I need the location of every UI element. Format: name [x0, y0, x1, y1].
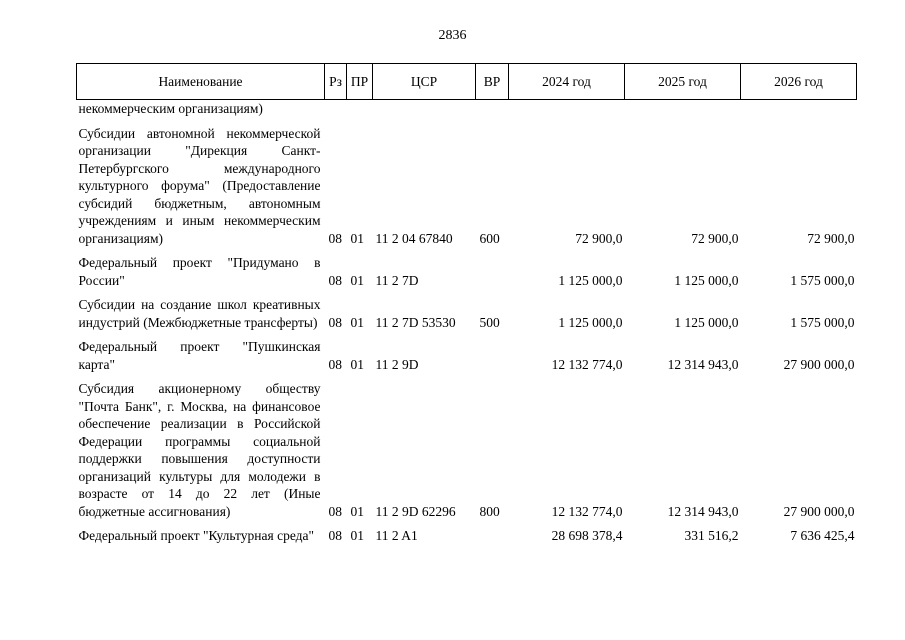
row-2026: 1 575 000,0	[790, 272, 855, 288]
row-2024	[509, 100, 625, 118]
table-row	[77, 331, 857, 373]
row-vr	[476, 520, 509, 545]
row-rz: 08	[328, 356, 342, 372]
row-name: Субсидии на создание школ креативных индустрий (Межбюджетные трансферты)	[78, 297, 321, 330]
row-csr: 11 2 7D	[375, 272, 419, 288]
row-rz	[325, 100, 347, 118]
row-vr	[476, 331, 509, 373]
row-vr	[476, 100, 509, 118]
header-csr: ЦСР	[373, 64, 476, 100]
row-2026: 7 636 425,4	[790, 528, 855, 543]
table-row	[77, 520, 857, 545]
row-2025: 331 516,2	[684, 528, 739, 543]
header-name: Наименование	[77, 64, 325, 100]
row-name: некоммерческим организациям)	[78, 101, 263, 116]
row-rz: 08	[328, 503, 342, 519]
row-rz: 08	[328, 314, 342, 330]
row-csr: 11 2 04 67840	[375, 230, 453, 246]
row-name: Субсидии автономной некоммерческой организации "Дирекция Санкт-Петербургского международного культурного форума" (Предоставление субсидий бюджетным, автономным учреждениям и иным некоммерческим организациям)	[78, 125, 321, 246]
row-name: Федеральный проект "Культурная среда"	[78, 528, 315, 543]
row-2025	[625, 100, 741, 118]
row-2025: 1 125 000,0	[674, 314, 739, 330]
row-vr	[476, 247, 509, 289]
table-row	[77, 100, 857, 118]
table-row	[77, 373, 857, 520]
row-pr	[347, 100, 373, 118]
row-vr: 600	[479, 230, 500, 246]
row-pr: 01	[350, 503, 364, 519]
header-2026: 2026 год	[741, 64, 857, 100]
row-vr: 800	[479, 503, 500, 519]
row-2024: 12 132 774,0	[551, 356, 623, 372]
row-csr: 11 2 9D	[375, 356, 419, 372]
row-2026: 1 575 000,0	[790, 314, 855, 330]
row-2025: 1 125 000,0	[674, 272, 739, 288]
table-row	[77, 247, 857, 289]
header-vr: ВР	[476, 64, 509, 100]
row-pr: 01	[350, 356, 364, 372]
row-name: Федеральный проект "Пушкинская карта"	[78, 339, 321, 372]
row-2025: 12 314 943,0	[667, 356, 739, 372]
header-rz: Рз	[325, 64, 347, 100]
table-row	[77, 118, 857, 248]
table-row	[77, 289, 857, 331]
row-rz: 08	[328, 272, 342, 288]
row-name: Федеральный проект "Придумано в России"	[78, 255, 321, 288]
row-2026: 27 900 000,0	[783, 356, 855, 372]
row-2024: 72 900,0	[575, 230, 623, 246]
row-2025: 72 900,0	[691, 230, 739, 246]
row-csr: 11 2 9D 62296	[375, 503, 456, 519]
row-pr: 01	[350, 272, 364, 288]
row-pr: 01	[350, 314, 364, 330]
budget-table	[76, 63, 857, 545]
row-rz: 08	[328, 528, 342, 543]
row-2024: 12 132 774,0	[551, 503, 623, 519]
row-csr	[373, 100, 476, 118]
header-2024: 2024 год	[509, 64, 625, 100]
row-2026: 27 900 000,0	[783, 503, 855, 519]
header-pr: ПР	[347, 64, 373, 100]
row-2026	[741, 100, 857, 118]
table-header	[77, 64, 857, 100]
page-number: 2836	[438, 28, 467, 43]
row-2024: 28 698 378,4	[551, 528, 623, 543]
row-pr: 01	[350, 230, 364, 246]
row-csr: 11 2 7D 53530	[375, 314, 456, 330]
row-csr: 11 2 A1	[375, 528, 418, 543]
row-2024: 1 125 000,0	[558, 272, 623, 288]
row-2025: 12 314 943,0	[667, 503, 739, 519]
header-2025: 2025 год	[625, 64, 741, 100]
row-rz: 08	[328, 230, 342, 246]
row-2024: 1 125 000,0	[558, 314, 623, 330]
row-pr: 01	[350, 528, 364, 543]
row-name: Субсидия акционерному обществу "Почта Банк", г. Москва, на финансовое обеспечение реализации в Российской Федерации программы социальной поддержки повышения доступности организаций культуры для молодежи в возрасте от 14 до 22 лет (Иные бюджетные ассигнования)	[78, 381, 321, 519]
row-2026: 72 900,0	[807, 230, 855, 246]
row-vr: 500	[479, 314, 500, 330]
